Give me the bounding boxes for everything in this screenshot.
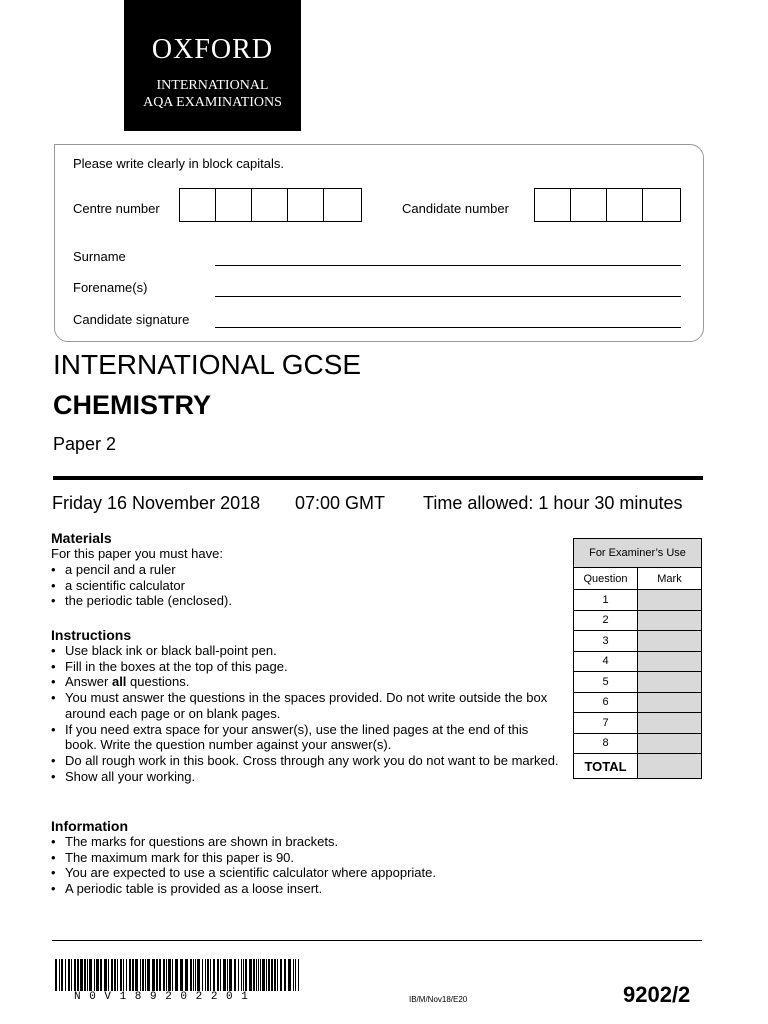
instructions-heading: Instructions (51, 627, 132, 643)
list-item: • Show all your working. (51, 769, 561, 785)
barcode-text: N 0 V 1 8 9 2 0 2 2 0 1 (74, 991, 249, 1003)
question-number: 5 (574, 672, 638, 693)
mark-cell (638, 692, 702, 713)
list-item: • Use black ink or black ball-point pen. (51, 643, 561, 659)
mark-cell (638, 713, 702, 734)
information-heading: Information (51, 818, 128, 834)
question-number: 8 (574, 733, 638, 754)
mark-cell (638, 733, 702, 754)
forename-label: Forename(s) (73, 280, 148, 295)
header-divider (53, 476, 703, 480)
barcode-graphic (55, 959, 300, 991)
list-item: • The maximum mark for this paper is 90. (51, 850, 561, 866)
mark-column-header: Mark (638, 568, 702, 590)
total-label: TOTAL (574, 754, 638, 779)
exam-date: Friday 16 November 2018 (52, 493, 261, 513)
centre-number-boxes[interactable] (179, 188, 362, 222)
oxford-aqa-logo (124, 0, 301, 131)
list-item: • the periodic table (enclosed). (51, 593, 561, 609)
list-item: • You must answer the questions in the spaces provided. Do not write outside the box around each page or on blank pages. (51, 690, 561, 721)
materials-intro: For this paper you must have: (51, 546, 223, 561)
materials-heading: Materials (51, 530, 112, 546)
centre-digit-box[interactable] (252, 189, 288, 221)
logo-oxford: OXFORD (151, 34, 274, 65)
question-number: 2 (574, 610, 638, 631)
surname-line[interactable] (215, 265, 681, 266)
mark-cell (638, 590, 702, 611)
candidate-digit-box[interactable] (643, 189, 679, 221)
surname-label: Surname (73, 249, 126, 264)
centre-number-label: Centre number (73, 201, 160, 216)
materials-list (51, 562, 561, 609)
instructions-section (51, 627, 561, 784)
time-allowed: Time allowed: 1 hour 30 minutes (423, 493, 683, 513)
signature-label: Candidate signature (73, 312, 190, 327)
paper-number: Paper 2 (53, 434, 117, 454)
instructions-list (51, 643, 561, 784)
block-capitals-instruction: Please write clearly in block capitals. (73, 156, 284, 171)
question-number: 7 (574, 713, 638, 734)
candidate-number-boxes[interactable] (534, 188, 681, 222)
mark-cell (638, 651, 702, 672)
question-number: 3 (574, 631, 638, 652)
question-number: 4 (574, 651, 638, 672)
logo-aqa-examinations: AQA EXAMINATIONS (143, 95, 282, 110)
list-item: • a scientific calculator (51, 578, 561, 594)
signature-line[interactable] (215, 327, 681, 328)
centre-digit-box[interactable] (288, 189, 324, 221)
paper-reference: IB/M/Nov18/E20 (409, 995, 468, 1004)
footer-divider (52, 940, 702, 941)
information-list (51, 834, 561, 897)
qualification-title: INTERNATIONAL GCSE (53, 349, 362, 380)
list-item: • You are expected to use a scientific calculator where appopriate. (51, 865, 561, 881)
question-number: 1 (574, 590, 638, 611)
paper-code: 9202/2 (623, 982, 691, 1007)
list-item: • The marks for questions are shown in brackets. (51, 834, 561, 850)
list-item: • Do all rough work in this book. Cross through any work you do not want to be marked. (51, 753, 561, 769)
mark-cell (638, 610, 702, 631)
list-item: • Answer all questions. (51, 674, 561, 690)
centre-digit-box[interactable] (180, 189, 216, 221)
materials-section (51, 530, 561, 609)
information-section (51, 818, 561, 897)
candidate-digit-box[interactable] (571, 189, 607, 221)
logo-international: INTERNATIONAL (156, 78, 269, 93)
exam-time: 07:00 GMT (295, 493, 386, 513)
centre-digit-box[interactable] (324, 189, 360, 221)
examiner-use-table (573, 538, 702, 779)
total-mark-cell (638, 754, 702, 779)
centre-digit-box[interactable] (216, 189, 252, 221)
list-item: • Fill in the boxes at the top of this page. (51, 659, 561, 675)
list-item: • A periodic table is provided as a loose insert. (51, 881, 561, 897)
forename-line[interactable] (215, 296, 681, 297)
mark-cell (638, 672, 702, 693)
question-number: 6 (574, 692, 638, 713)
examiner-table-title: For Examiner’s Use (574, 539, 702, 568)
list-item: • If you need extra space for your answer(s), use the lined pages at the end of this book. Write the question number against your answer(s). (51, 722, 561, 753)
candidate-digit-box[interactable] (607, 189, 643, 221)
question-column-header: Question (574, 568, 638, 590)
candidate-number-label: Candidate number (402, 201, 509, 216)
candidate-digit-box[interactable] (535, 189, 571, 221)
subject-title: CHEMISTRY (53, 390, 212, 420)
mark-cell (638, 631, 702, 652)
list-item: • a pencil and a ruler (51, 562, 561, 578)
